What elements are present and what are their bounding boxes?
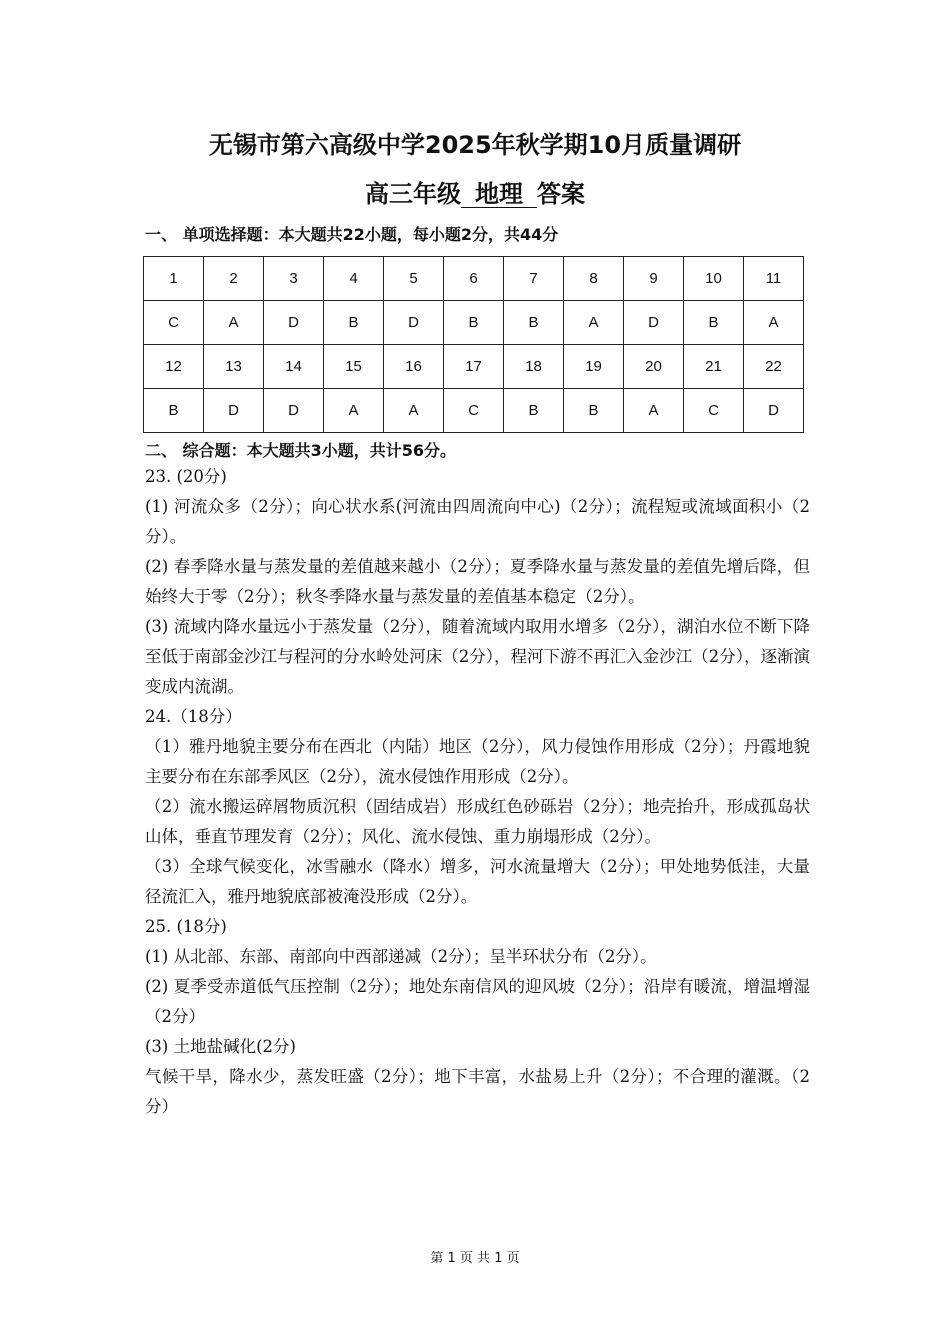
- table-cell: D: [624, 301, 684, 345]
- grade-label: 高三年级: [365, 180, 461, 208]
- table-cell: A: [564, 301, 624, 345]
- table-row: [144, 345, 804, 389]
- table-cell: 22: [744, 345, 804, 389]
- table-cell: D: [204, 389, 264, 433]
- table-row: [144, 257, 804, 301]
- section1-heading: 一、 单项选择题：本大题共22小题，每小题2分，共44分: [145, 225, 559, 244]
- answer-line: (2) 夏季受赤道低气压控制（2分）；地处东南信风的迎风坡（2分）；沿岸有暖流，增温增湿（2分）: [145, 977, 810, 1026]
- table-cell: D: [264, 389, 324, 433]
- table-cell: A: [204, 301, 264, 345]
- table-cell: A: [624, 389, 684, 433]
- answer-label: 答案: [537, 180, 585, 208]
- table-cell: 7: [504, 257, 564, 301]
- table-cell: B: [324, 301, 384, 345]
- table-cell: C: [144, 301, 204, 345]
- table-cell: 11: [744, 257, 804, 301]
- page-footer: 第 1 页 共 1 页: [430, 1251, 520, 1266]
- answer-line: 23. (20分): [145, 467, 227, 486]
- table-cell: 4: [324, 257, 384, 301]
- answer-line: (3) 流域内降水量远小于蒸发量（2分），随着流域内取用水增多（2分），湖泊水位不断下降至低于南部金沙江与程河的分水岭处河床（2分），程河下游不再汇入金沙江（2分），逐渐演变成内流湖。: [145, 617, 810, 696]
- answer-body: [145, 462, 810, 1122]
- answer-table: [143, 256, 804, 433]
- table-cell: 15: [324, 345, 384, 389]
- table-cell: B: [684, 301, 744, 345]
- table-cell: A: [384, 389, 444, 433]
- table-cell: 9: [624, 257, 684, 301]
- table-cell: 5: [384, 257, 444, 301]
- answer-line: （2）流水搬运碎屑物质沉积（固结成岩）形成红色砂砾岩（2分）；地壳抬升，形成孤岛状山体，垂直节理发育（2分）；风化、流水侵蚀、重力崩塌形成（2分）。: [145, 797, 810, 846]
- answer-line: (3) 土地盐碱化(2分): [145, 1037, 296, 1056]
- table-cell: B: [444, 301, 504, 345]
- table-cell: 13: [204, 345, 264, 389]
- table-cell: B: [504, 301, 564, 345]
- table-cell: 3: [264, 257, 324, 301]
- table-cell: D: [384, 301, 444, 345]
- table-cell: 12: [144, 345, 204, 389]
- answer-line: (1) 河流众多（2分）；向心状水系(河流由四周流向中心)（2分）；流程短或流域面积小（2分）。: [145, 497, 810, 546]
- table-cell: D: [264, 301, 324, 345]
- document-subtitle: [0, 174, 950, 209]
- answer-line: (2) 春季降水量与蒸发量的差值越来越小（2分）；夏季降水量与蒸发量的差值先增后降，但始终大于零（2分）；秋冬季降水量与蒸发量的差值基本稳定（2分）。: [145, 557, 810, 606]
- table-cell: 16: [384, 345, 444, 389]
- table-cell: A: [324, 389, 384, 433]
- table-cell: 19: [564, 345, 624, 389]
- table-cell: B: [564, 389, 624, 433]
- document-title: 无锡市第六高级中学2025年秋学期10月质量调研: [208, 131, 742, 159]
- answer-line: (1) 从北部、东部、南部向中西部递减（2分）；呈半环状分布（2分）。: [145, 947, 657, 966]
- answer-line: （1）雅丹地貌主要分布在西北（内陆）地区（2分），风力侵蚀作用形成（2分）；丹霞地貌主要分布在东部季风区（2分），流水侵蚀作用形成（2分）。: [145, 737, 810, 786]
- table-cell: B: [144, 389, 204, 433]
- subject-label: 地理: [461, 182, 537, 208]
- table-cell: 20: [624, 345, 684, 389]
- table-cell: B: [504, 389, 564, 433]
- answer-line: （3）全球气候变化，冰雪融水（降水）增多，河水流量增大（2分）；甲处地势低洼，大量径流汇入，雅丹地貌底部被淹没形成（2分）。: [145, 857, 810, 906]
- table-cell: 1: [144, 257, 204, 301]
- table-row: [144, 389, 804, 433]
- table-cell: 18: [504, 345, 564, 389]
- table-cell: 2: [204, 257, 264, 301]
- table-cell: C: [444, 389, 504, 433]
- table-cell: 8: [564, 257, 624, 301]
- table-cell: 6: [444, 257, 504, 301]
- table-cell: A: [744, 301, 804, 345]
- answer-line: 25. (18分): [145, 917, 227, 936]
- table-cell: D: [744, 389, 804, 433]
- table-row: [144, 301, 804, 345]
- section2-heading: 二、 综合题：本大题共3小题，共计56分。: [145, 441, 456, 460]
- table-cell: 10: [684, 257, 744, 301]
- table-cell: 14: [264, 345, 324, 389]
- answer-line: 24.（18分）: [145, 707, 242, 726]
- table-cell: 17: [444, 345, 504, 389]
- table-cell: 21: [684, 345, 744, 389]
- table-cell: C: [684, 389, 744, 433]
- answer-line: 气候干旱，降水少，蒸发旺盛（2分）；地下丰富，水盐易上升（2分）；不合理的灌溉。（2分）: [145, 1067, 810, 1116]
